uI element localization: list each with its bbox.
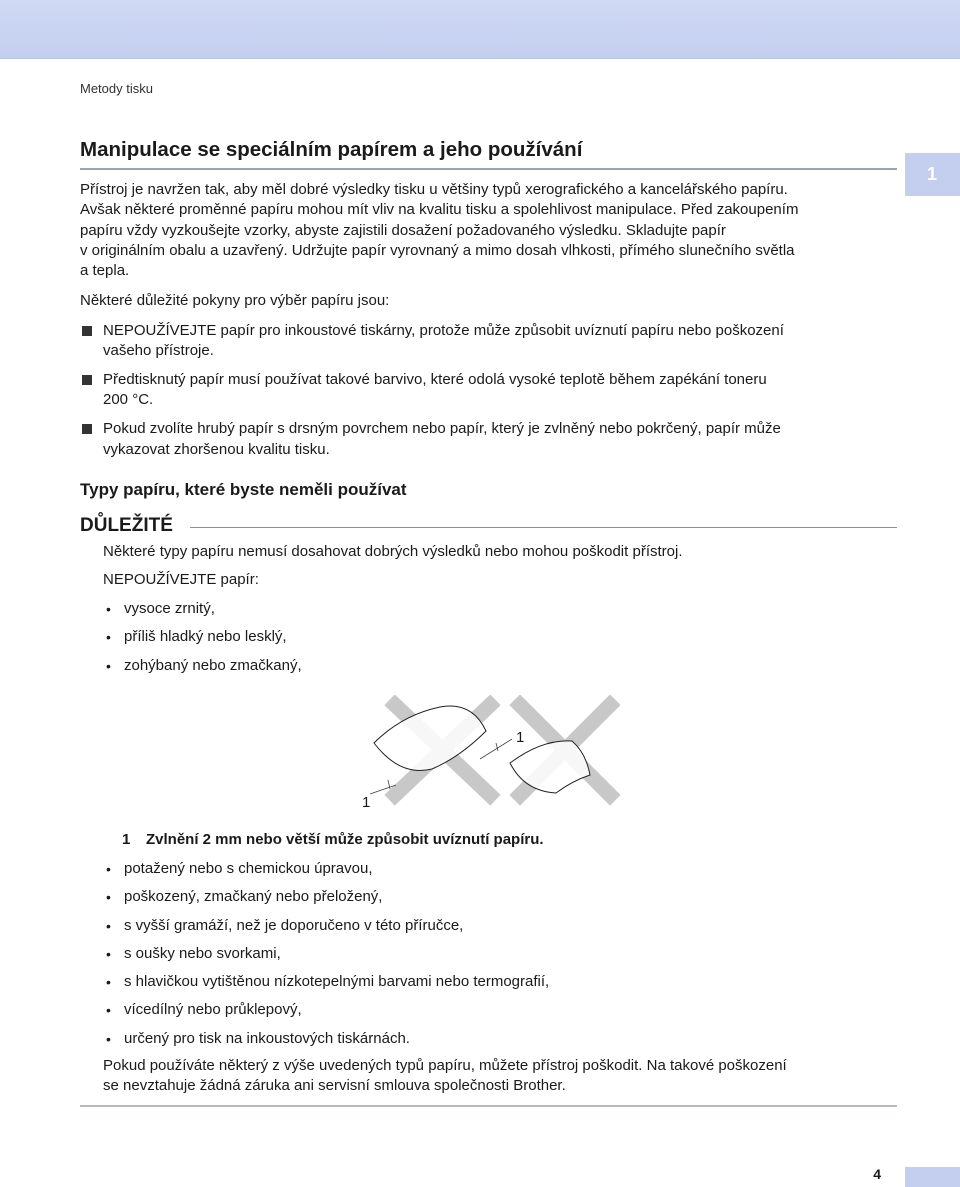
intro-line: papíru vždy vyzkoušejte vzorky, abyste zajistili dosažení požadovaného výsledku. Skladujte papír <box>80 221 726 239</box>
bullet-icon: • <box>106 945 111 962</box>
list-item: • potažený nebo s chemickou úpravou, <box>106 860 373 877</box>
bullet-icon: • <box>106 974 111 991</box>
list-item: • s oušky nebo svorkami, <box>106 944 281 962</box>
guidelines-intro: Některé důležité pokyny pro výběr papíru jsou: <box>80 292 390 309</box>
unsuitable-paper-list-b <box>103 859 903 1057</box>
running-head: Metody tisku <box>80 81 153 96</box>
title-rule <box>80 168 897 170</box>
chapter-tab <box>905 153 960 196</box>
guideline-item: NEPOUŽÍVEJTE papír pro inkoustové tiskárny, protože může způsobit uvíznutí papíru nebo poškození vašeho přístroje. <box>80 321 900 362</box>
list-item: • s hlavičkou vytištěnou nízkotepelnými barvami nebo termografií, <box>106 973 550 991</box>
top-color-band <box>0 0 960 59</box>
intro-line: Přístroj je navržen tak, aby měl dobré výsledky tisku u většiny typů xerografického a kancelářského papíru. <box>80 181 788 198</box>
bullet-icon: • <box>106 657 111 674</box>
important-rule-bottom <box>80 1105 897 1107</box>
page-title: Manipulace se speciálním papírem a jeho používání <box>80 138 583 161</box>
list-item: • poškozený, zmačkaný nebo přeložený, <box>106 888 383 906</box>
important-lead: Některé typy papíru nemusí dosahovat dobrých výsledků nebo mohou poškodit přístroj. <box>103 543 683 560</box>
curled-paper-figure <box>360 695 620 810</box>
list-item: • s vyšší gramáží, než je doporučeno v této příručce, <box>106 916 464 934</box>
curled-paper-left <box>374 706 486 771</box>
bullet-icon: • <box>106 1002 111 1019</box>
figure-label-left: 1 <box>362 794 371 810</box>
bullet-icon: • <box>106 629 111 646</box>
section-heading: Typy papíru, které byste neměli používat <box>80 480 407 499</box>
important-closing: Pokud používáte některý z výše uvedených typů papíru, můžete přístroj poškodit. Na takové poškození se nevztahuje žádná záruka ani servisní smlouva společnosti Brother. <box>103 1057 787 1095</box>
guideline-item: Pokud zvolíte hrubý papír s drsným povrchem nebo papír, který je zvlněný nebo pokrčený, papír může vykazovat zhoršenou kvalitu tisku. <box>80 419 900 460</box>
bullet-icon: • <box>106 1030 111 1047</box>
chapter-number: 1 <box>927 164 938 184</box>
intro-paragraph <box>80 180 900 281</box>
figure-label-right: 1 <box>516 729 525 746</box>
list-item: • zohýbaný nebo zmačkaný, <box>106 656 302 674</box>
intro-line: v originálním obalu a uzavřený. Udržujte papír vyrovnaný a mimo dosah vlhkosti, přímého slunečního světla <box>80 241 795 259</box>
important-rule-top <box>190 527 897 528</box>
do-not-use-label: NEPOUŽÍVEJTE papír: <box>103 571 259 588</box>
page-tab <box>905 1167 960 1187</box>
page-number: 4 <box>873 1166 881 1182</box>
intro-line: a tepla. <box>80 262 130 280</box>
list-item: • určený pro tisk na inkoustových tiskárnách. <box>106 1029 410 1047</box>
important-title: DŮLEŽITÉ <box>80 515 173 536</box>
unsuitable-paper-list-a <box>103 599 903 684</box>
list-item: • vícedílný nebo průklepový, <box>106 1001 302 1019</box>
caption-number: 1 <box>122 831 131 848</box>
square-bullet-icon <box>82 326 92 336</box>
intro-line: Avšak některé proměnné papíru mohou mít vliv na kvalitu tisku a spolehlivost manipulace. Před zakoupením <box>80 201 799 219</box>
guideline-item: Předtisknutý papír musí používat takové barvivo, které odolá vysoké teplotě během zapékání toneru 200 °C. <box>80 370 900 411</box>
bullet-icon: • <box>106 889 111 906</box>
bullet-icon: • <box>106 917 111 934</box>
guidelines-list <box>80 321 900 469</box>
square-bullet-icon <box>82 424 92 434</box>
caption-text: Zvlnění 2 mm nebo větší může způsobit uvíznutí papíru. <box>146 831 544 848</box>
square-bullet-icon <box>82 375 92 385</box>
bullet-icon: • <box>106 861 111 877</box>
bullet-icon: • <box>106 601 111 617</box>
list-item: • příliš hladký nebo lesklý, <box>106 628 287 646</box>
list-item: • vysoce zrnitý, <box>106 600 215 617</box>
